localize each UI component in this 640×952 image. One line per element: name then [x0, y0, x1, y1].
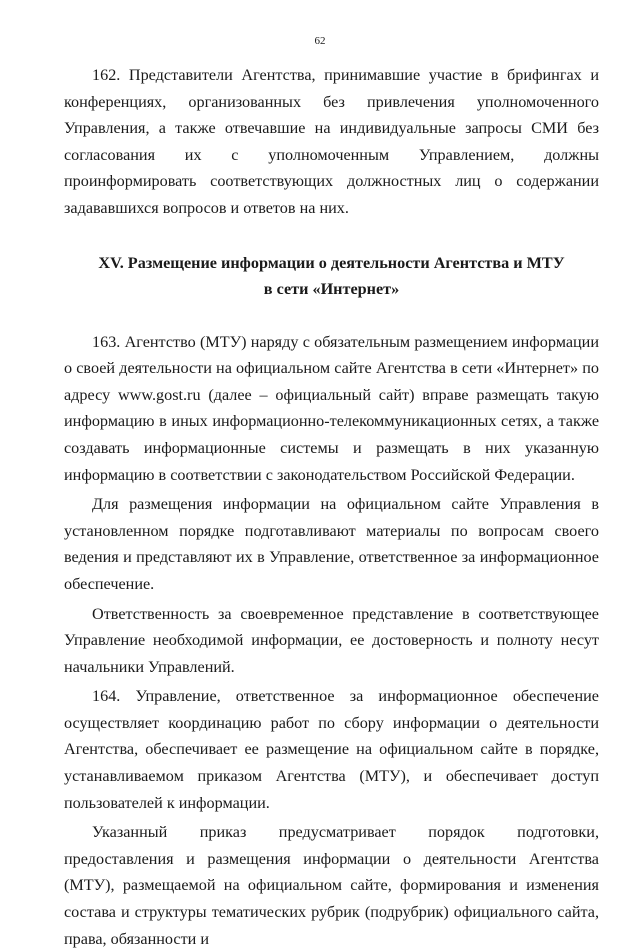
paragraph-163-part-2: Для размещения информации на официальном сайте Управления в установленном порядке подготавливают материалы по вопросам своего ведения и представляют их в Управление, ответственное за информационное обеспечение. [64, 495, 599, 593]
paragraph-162: 162. Представители Агентства, принимавшие участие в брифингах и конференциях, организованных без привлечения уполномоченного Управления, а также отвечавшие на индивидуальные запросы СМИ без согласования их с уполномоченным Управлением, должны проинформировать соответствующих должностных лиц о содержании задававшихся вопросов и ответов на них. [64, 66, 599, 217]
section-heading-line-1: XV. Размещение информации о деятельности Агентства и МТУ [98, 253, 565, 272]
paragraph-163-part-3: Ответственность за своевременное представление в соответствующее Управление необходимой информации, ее достоверность и полноту несут начальники Управлений. [64, 604, 599, 676]
paragraph-164: 164. Управление, ответственное за информационное обеспечение осуществляет координацию работ по сбору информации о деятельности Агентства, обеспечивает ее размещение на официальном сайте в порядке, устанавливаемом приказом Агентства (МТУ), и обеспечивает доступ пользователей к информации. [64, 687, 599, 812]
page-number: 62 [314, 35, 326, 47]
paragraph-164-part-2: Указанный приказ предусматривает порядок подготовки, предоставления и размещения информации о деятельности Агентства (МТУ), размещаемой на официальном сайте, формирования и изменения состава и структуры тематических рубрик (подрубрик) официального сайта, права, обязанности и [64, 823, 599, 948]
paragraph-163: 163. Агентство (МТУ) наряду с обязательным размещением информации о своей деятельности на официальном сайте Агентства в сети «Интернет» по адресу www.gost.ru (далее – официальный сайт) вправе размещать такую информацию в иных информационно-телекоммуникационных сетях, а также создавать информационные системы и размещать в них указанную информацию в соответствии с законодательством Российской Федерации. [64, 332, 599, 484]
document-body [64, 62, 599, 952]
section-heading [64, 250, 599, 303]
section-heading-line-2: в сети «Интернет» [263, 280, 400, 299]
